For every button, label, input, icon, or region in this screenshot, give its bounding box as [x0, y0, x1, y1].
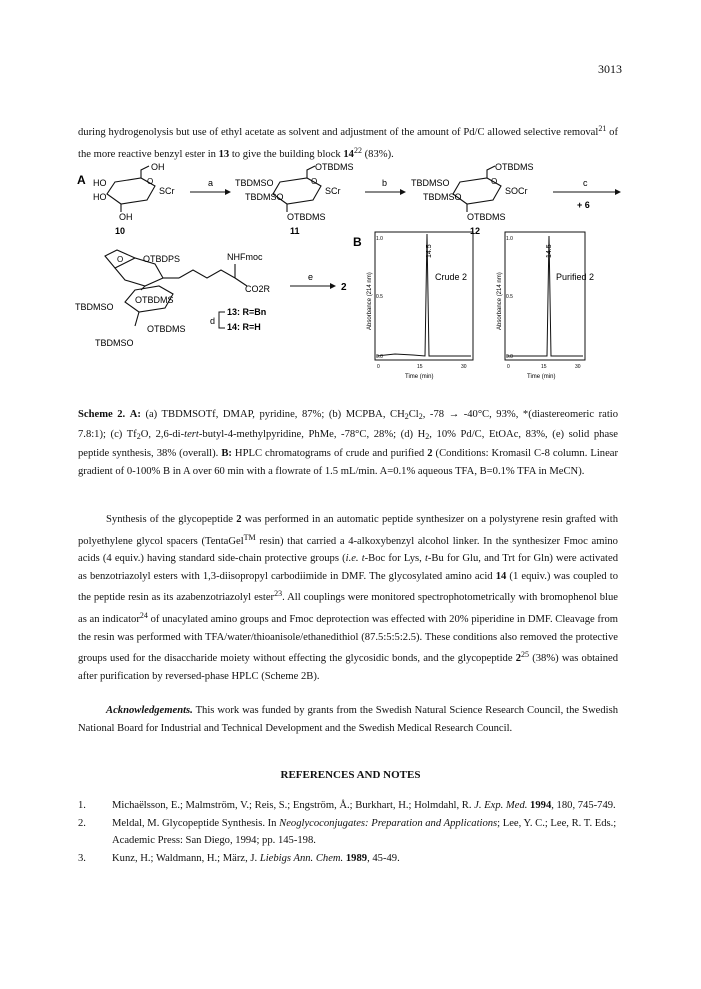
compound-11-structure	[273, 166, 321, 212]
silyl-ether-label: TBDMSO	[95, 338, 134, 348]
x-tick: 0	[377, 364, 380, 370]
silyl-ether-label: TBDMSO	[245, 192, 284, 202]
reference-journal: Neoglycoconjugates: Preparation and Applications	[279, 817, 498, 829]
r-group-bn: 13: R=Bn	[227, 307, 267, 317]
subscript: 2	[136, 431, 141, 441]
compound-number: 13	[218, 148, 230, 160]
arrow-label: b	[382, 178, 388, 188]
arrow-label: e	[308, 272, 314, 282]
reference-marker: 22	[353, 145, 362, 155]
silyl-ether-label: OTBDMS	[495, 162, 534, 172]
page-number: 3013	[598, 62, 622, 76]
arrow-label: c	[583, 178, 588, 188]
caption-text: , -78 → -40°C, 93%, *(diastereomeric ratio 7.8:1); (c) Tf	[78, 409, 619, 440]
compound-number: 11	[290, 226, 300, 236]
references-list	[78, 797, 626, 867]
subscript: 2	[404, 412, 409, 421]
caption-text: Cl	[408, 409, 419, 420]
reference-marker: 24	[139, 610, 148, 620]
body-text: . All couplings were monitored spectrophotometrically with bromophenol blue as an indicator	[78, 592, 618, 625]
silyl-ether-label: OTBDPS	[143, 254, 181, 264]
ring-oxygen-label: O	[491, 177, 498, 186]
hplc-purified-chromatogram	[497, 232, 594, 380]
bracket	[219, 312, 225, 328]
compound-number: 14	[495, 570, 507, 582]
arrow-label: d	[210, 316, 216, 326]
y-tick: 0.5	[506, 294, 513, 300]
compound-number: 2	[427, 448, 433, 460]
scheme-part-b-label: B	[353, 235, 362, 249]
y-tick: 0.5	[376, 294, 383, 300]
italic-text: i.e. t	[345, 553, 365, 565]
compound-number: 10	[115, 226, 126, 236]
caption-text: -butyl-4-methylpyridine, PhMe, -78°C, 28%; (d) H	[198, 428, 426, 440]
hydroxyl-label: HO	[93, 192, 107, 202]
compound-number: 2	[341, 282, 347, 293]
x-tick: 30	[575, 364, 581, 370]
subscript: 2	[418, 412, 423, 421]
arrow-head	[400, 189, 406, 195]
silyl-ether-label: OTBDMS	[287, 212, 326, 222]
y-tick: 0.0	[376, 354, 383, 360]
peak-label: 14.5	[546, 244, 553, 258]
reference-authors: Kunz, H.; Waldmann, H.; März, J.	[112, 852, 260, 864]
caption-part-b: B:	[221, 448, 232, 460]
hydroxyl-label: OH	[119, 212, 133, 222]
reference-item	[78, 797, 626, 815]
ring-oxygen-label: O	[117, 255, 124, 264]
r-group-h: 14: R=H	[227, 322, 261, 332]
caption-text: HPLC chromatograms of crude and purified	[231, 448, 428, 460]
compound-10-structure	[107, 166, 155, 212]
reference-journal: J. Exp. Med.	[474, 800, 528, 811]
silyl-ether-label: OTBDMS	[135, 295, 174, 305]
arrow-head	[330, 283, 336, 289]
caption-text: (Conditions: Kromasil C-8 column. Linear gradient of 0-100% B in A over 60 min with a flowrate of 1.5 mL/min. A=0.1% aqueous TFA, B=0.1% TFA in MeCN).	[78, 448, 619, 477]
silyl-ether-label: OTBDMS	[467, 212, 506, 222]
reference-number: 2.	[78, 817, 86, 829]
body-text: (38%) was obtained after purification by reversed-phase HPLC (Scheme 2B).	[78, 653, 618, 682]
scheme-2-figure	[75, 160, 635, 390]
body-text: was performed in an automatic peptide synthesizer on a polystyrene resin grafted with polyethylene glycol spacers (TentaGel	[78, 514, 618, 547]
y-tick: 0.0	[506, 354, 513, 360]
body-text: (1 equiv.) was coupled to the peptide resin as its azabenzotriazolyl ester	[78, 570, 618, 604]
crude-label: Crude 2	[435, 272, 468, 282]
acknowledgements-label: Acknowledgements.	[106, 705, 193, 716]
body-text: resin) that carried a 4-alkoxybenzyl alcohol linker. In the synthesizer Fmoc amino acids (4 equiv.) having standard side-chain protective groups (	[78, 535, 618, 565]
silyl-ether-label: TBDMSO	[423, 192, 462, 202]
reference-marker: 23	[274, 589, 283, 599]
compound-number: 2	[236, 514, 242, 525]
italic-text: tert	[184, 428, 199, 440]
compound-12-structure	[453, 166, 501, 212]
compound-number: 14	[343, 148, 354, 160]
reference-authors: Michaëlsson, E.; Malmström, V.; Reis, S.; Engström, Å.; Burkhart, H.; Holmdahl, R.	[112, 800, 475, 811]
reference-journal: Liebigs Ann. Chem.	[259, 852, 344, 864]
italic-text: t	[424, 553, 428, 565]
acknowledgements-text: This work was funded by grants from the Swedish Natural Science Research Council, the Swedish National Board for Industrial and Technical Development and the Swedish Medical Research Council.	[78, 705, 618, 734]
x-tick: 0	[507, 364, 510, 370]
acknowledgements	[78, 702, 618, 737]
reference-item	[78, 815, 626, 850]
caption-text: (a) TBDMSOTf, DMAP, pyridine, 87%; (b) MCPBA, CH	[140, 409, 405, 420]
hydroxyl-label: HO	[93, 178, 107, 188]
references-heading: REFERENCES AND NOTES	[280, 769, 421, 781]
body-text: Synthesis of the glycopeptide	[106, 514, 237, 525]
y-tick: 1.0	[506, 236, 513, 242]
scheme-part-a-label: A	[77, 173, 86, 187]
intro-line-2b: of the more reactive benzyl ester in	[78, 127, 618, 160]
intro-line-2a: selective removal	[523, 127, 599, 138]
fmoc-amine-label: NHFmoc	[227, 252, 263, 262]
body-text: of unacylated amino groups and Fmoc deprotection was effected with 20% piperidine in DMF. Cleavage from the resin was performed with TFA/water/thioanisole/ethanedithiol (87.5:5:5:2.5). These conditions also removed the protective groups used for the disaccharide moiety without effecting the glycosidic bonds, and the glycopeptide	[78, 613, 618, 665]
ester-label: CO2R	[245, 284, 271, 294]
reference-details: , 180, 745-749.	[551, 800, 616, 811]
silyl-ether-label: TBDMSO	[75, 302, 114, 312]
compound-number: 12	[470, 226, 481, 236]
scheme-label: Scheme 2.	[78, 409, 126, 420]
subscript: 2	[425, 431, 430, 441]
x-tick: 15	[417, 364, 423, 370]
thioester-label: SCr	[325, 186, 341, 196]
arrow-head	[225, 189, 231, 195]
reference-marker: 25	[521, 650, 530, 660]
reference-authors: Meldal, M. Glycopeptide Synthesis. In	[112, 817, 280, 829]
silyl-ether-label: OTBDMS	[315, 162, 354, 172]
intro-line-2c: to give the building block	[229, 148, 344, 160]
peak-label: 14.5	[426, 244, 433, 258]
hydroxyl-label: OH	[151, 162, 165, 172]
intro-line-2d: (83%).	[361, 148, 394, 160]
y-tick: 1.0	[376, 236, 383, 242]
reagent-plus-6: + 6	[577, 200, 590, 210]
x-tick: 15	[541, 364, 547, 370]
reference-number: 1.	[78, 800, 86, 811]
trademark-mark: TM	[243, 532, 256, 542]
reference-marker: 21	[598, 124, 607, 133]
compound-number: 2	[515, 653, 522, 665]
hplc-crude-chromatogram	[367, 232, 473, 380]
x-axis-label: Time (min)	[405, 374, 434, 380]
synthesis-paragraph	[78, 511, 618, 685]
ring-oxygen-label: O	[147, 177, 154, 186]
body-text: -Boc for Lys,	[364, 553, 425, 565]
caption-text: , 10% Pd/C, EtOAc, 83%, (e) solid phase peptide synthesis, 38% (overall).	[78, 428, 618, 460]
caption-text: O, 2,6-di-	[140, 428, 185, 440]
arrow-label: a	[208, 178, 214, 188]
x-tick: 30	[461, 364, 467, 370]
y-axis-label: Absorbance (214 nm)	[367, 272, 373, 330]
reference-year: 1989	[343, 852, 368, 864]
ring-oxygen-label: O	[311, 177, 318, 186]
y-axis-label: Absorbance (214 nm)	[497, 272, 503, 330]
scheme-caption	[78, 406, 618, 480]
reference-details: , 45-49.	[367, 852, 400, 864]
reference-details: ; Lee, Y. C.; Lee, R. T. Eds.; Academic Press: San Diego, 1994; pp. 145-198.	[112, 817, 617, 847]
purified-label: Purified 2	[556, 272, 595, 282]
caption-part-a: A:	[129, 409, 141, 420]
silyl-ether-label: TBDMSO	[411, 178, 450, 188]
reference-year: 1994	[527, 800, 552, 811]
intro-paragraph	[78, 120, 618, 163]
silyl-ether-label: TBDMSO	[235, 178, 274, 188]
arrow-head	[615, 189, 621, 195]
reference-number: 3.	[78, 852, 86, 864]
intro-line-1: during hydrogenolysis but use of ethyl acetate as solvent and adjustment of the amount of Pd/C allowed	[78, 127, 521, 138]
sulfoxide-label: SOCr	[505, 186, 528, 196]
silyl-ether-label: OTBDMS	[147, 324, 186, 334]
reference-item	[78, 850, 626, 868]
x-axis-label: Time (min)	[527, 374, 556, 380]
thioester-label: SCr	[159, 186, 175, 196]
body-text: -Bu for Glu, and Trt for Gln) were activated as benzotriazolyl esters with 1,3-diisopropyl carbodiimide in DMF. The glycosylated amino acid	[78, 553, 618, 582]
